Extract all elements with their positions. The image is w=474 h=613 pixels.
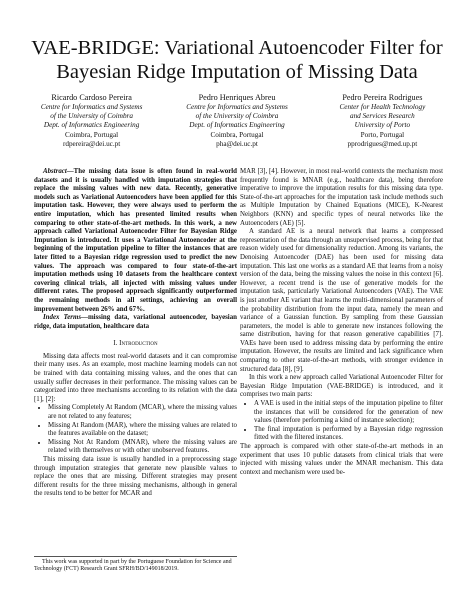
author-affiliation: Centre for Informatics and Systems: [186, 103, 288, 111]
paragraph: The approach is compared with other state-of-the-art methods in an experiment that uses 10 public datasets from clinical trials that were injected with missing values under the MNAR mechanism. This data context and mechanism were used be-: [240, 443, 443, 476]
list-item: • Missing Completely At Random (MCAR), where the missing values are not related to any features;: [48, 404, 237, 421]
paragraph: In this work a new approach called Variational Autoencoder Filter for Bayesian Ridge Imputation (VAE-BRIDGE) is introduced, and it comprises two main parts:: [240, 374, 443, 399]
contribution-list: [240, 400, 443, 443]
abstract-label: Abstract: [43, 168, 67, 175]
paragraph: This missing data issue is usually handled in a preprocessing stage through imputation strategies that generate new plausible values to replace the ones that are missing. Different strategies may present different results for the three missing mechanisms, although in general the results tend to be better for MCAR and: [34, 456, 237, 498]
author-name: Pedro Pereira Rodrigues: [342, 93, 423, 102]
list-item: • Missing At Random (MAR), where the missing values are related to the features available on the dataset;: [48, 422, 237, 439]
author-block: [20, 93, 454, 159]
author-name: Ricardo Cardoso Pereira: [51, 93, 132, 102]
mechanism-list: [34, 404, 237, 456]
index-terms: [34, 314, 237, 331]
index-terms-label: Index Terms: [43, 314, 82, 322]
author-affiliation: Dept. of Informatics Engineering: [189, 121, 285, 130]
author-affiliation: of the University of Coimbra: [195, 112, 279, 121]
paragraph: MAR [3], [4]. However, in most real-world contexts the mechanism most frequently found is MNAR (e.g., healthcare data), being therefore imperative to improve the imputation results for this missing data type. State-of-the-art approaches for the imputation task include methods such as Multiple Imputation by Chained Equations (MICE), K-Nearest Neighbors (KNN) and specific types of neural networks like the Autoencoders (AE) [5].: [240, 168, 443, 227]
abstract-text: —The missing data issue is often found in real-world datasets and it is usually handled with imputation strategies that replace the missing values with new data. Recently, generative models such as Variational Autoencoders have been applied for this imputation task. However, they were always used to perform the entire imputation, which has presented limited results when comparing to other state-of-the-art methods. In this work, a new approach called Variational Autoencoder Filter for Bayesian Ridge Imputation is introduced. It uses a Variational Autoencoder at the beginning of the imputation pipeline to filter the instances that are later fitted to a Bayesian ridge regression used to predict the new values. The approach was compared to four state-of-the-art imputation methods using 10 datasets from the healthcare context covering clinical trials, all injected with missing values under different rates. The proposed approach significantly outperformed the remaining methods in all settings, achieving an overall improvement between 26% and 67%.: [34, 168, 237, 313]
author-name: Pedro Henriques Abreu: [198, 93, 276, 102]
author-affiliation: Center for Health Technology: [339, 103, 426, 111]
paragraph: A standard AE is a neural network that learns a compressed representation of the data through an unsupervised process, being for that reason widely used for dimensionality reduction. Among its variants, the Denoising Autoencoder (DAE) has been used for missing data imputation. This last one works as a standard AE that learns from a noisy version of the data, being the missing values the noise in this context [6]. However, a recent trend is the use of generative models for the imputation task, particularly Variational Autoencoders (VAE). The VAE is just another AE variant that learns the multi-dimensional parameters of the probability distribution from the input data, namely the mean and variance of a Gaussian function. By sampling from these Gaussian parameters, the model is able to generate new instances following the same distribution, having for that reason generative capabilities [7]. VAEs have been used to address missing data by performing the entire imputation. However, the results are limited and lack significance when comparing to other state-of-the-art methods, with stronger evidence in structured data [8], [9].: [240, 228, 443, 373]
section-heading: I. Introduction: [113, 340, 158, 348]
left-column: [34, 168, 237, 499]
footnote: This work was supported in part by the Portuguese Foundation for Science and Technology (FCT) Research Grant SFRH/BD/149018/2019.: [34, 556, 237, 574]
author-2: [165, 93, 308, 159]
paper-title: VAE-BRIDGE: Variational Autoencoder Filter for Bayesian Ridge Imputation of Missing Data: [31, 37, 443, 83]
author-email: rdpereira@dei.uc.pt: [62, 139, 121, 148]
author-affiliation: of the University of Coimbra: [50, 112, 133, 121]
list-item: • The final imputation is performed by a Bayesian ridge regression fitted with the filtered instances.: [254, 426, 443, 443]
list-item: • Missing Not At Random (MNAR), where the missing values are related with themselves or with other unobserved features.: [48, 439, 237, 456]
author-email: pha@dei.uc.pt: [216, 139, 258, 148]
paragraph: Missing data affects most real-world datasets and it can compromise their many uses. As an example, most machine learning models can not be trained with data containing missing values, and the ones that can usually suffer decreases in their performance. The missing values can be categorized into three mechanisms according to its relation with the data [1], [2]:: [34, 352, 237, 403]
author-city: Coimbra, Portugal: [65, 130, 119, 139]
right-column: [240, 168, 443, 477]
author-affiliation: and Services Research: [349, 112, 415, 121]
author-affiliation: Centre for Informatics and Systems: [40, 103, 143, 111]
author-email: pprodrigues@med.up.pt: [347, 139, 418, 148]
abstract: [34, 168, 237, 314]
author-3: [311, 93, 454, 159]
author-affiliation: University of Porto: [354, 121, 411, 130]
author-1: [20, 93, 163, 159]
index-terms-text: —missing data, variational autoencoder, bayesian ridge, data imputation, healthcare data: [34, 314, 238, 330]
author-affiliation: Dept. of Informatics Engineering: [43, 121, 140, 130]
list-item: • A VAE is used in the initial steps of the imputation pipeline to filter the instances that will be considered for the generation of new values (therefore performing a kind of instance selection);: [254, 400, 443, 426]
author-city: Porto, Portugal: [360, 130, 405, 139]
author-city: Coimbra, Portugal: [210, 130, 264, 139]
